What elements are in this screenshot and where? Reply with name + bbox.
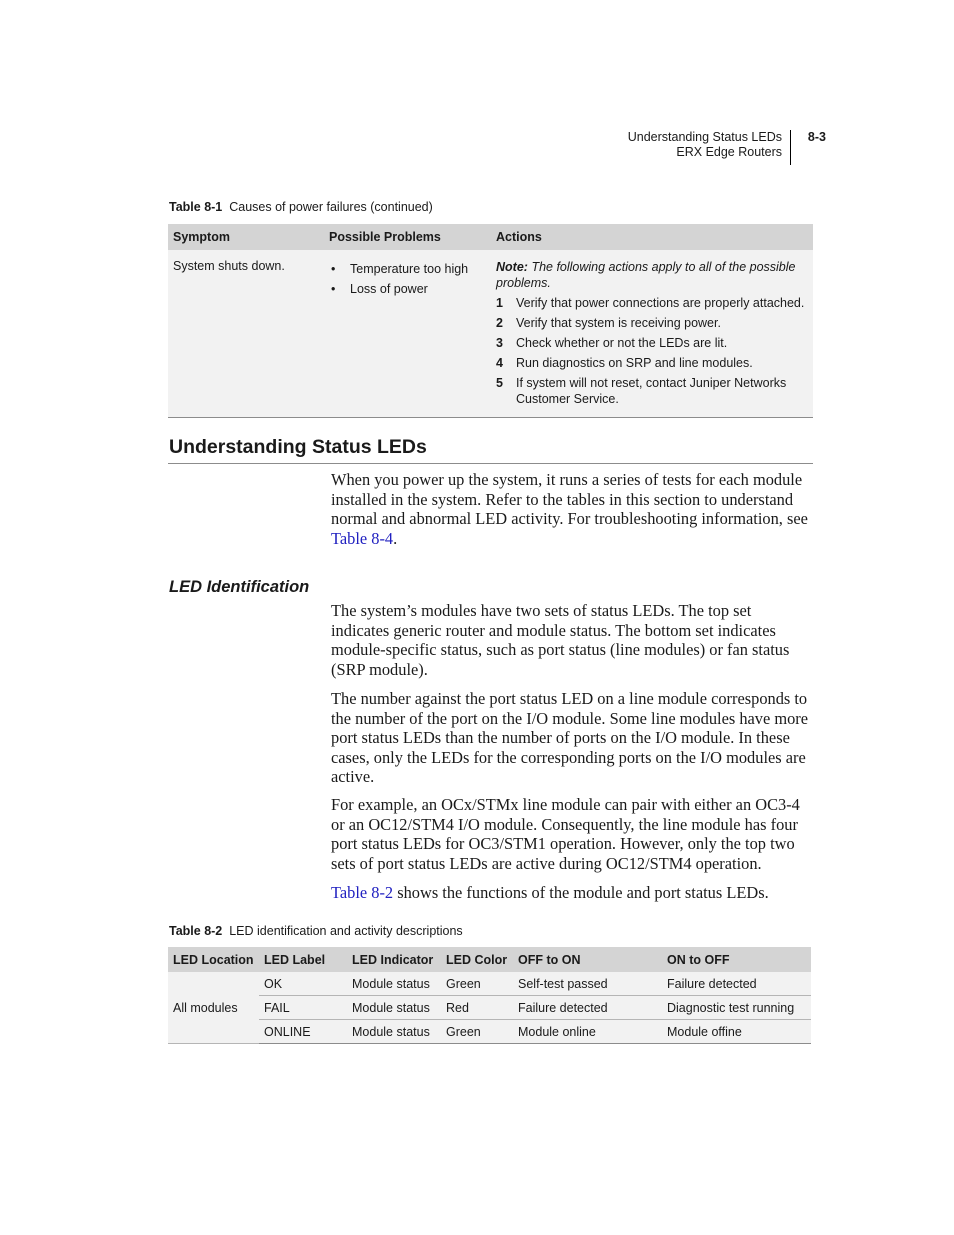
table1-caption-label: Table 8-1: [169, 200, 223, 214]
led-label-cell: FAIL: [259, 996, 347, 1020]
led-location-cell: All modules: [168, 972, 259, 1044]
col-led-color: LED Color: [441, 947, 513, 972]
table-header-row: [168, 224, 813, 250]
intro-text: When you power up the system, it runs a series of tests for each module installed in the system. Refer to the tables in this section to understand normal and abnormal LED activity. For troubleshooting information, see: [331, 470, 808, 528]
header-divider: [790, 130, 791, 165]
step-item: [496, 355, 808, 371]
off-to-on-cell: Failure detected: [513, 996, 662, 1020]
bullet: •: [331, 282, 336, 296]
step-number: 3: [496, 336, 503, 350]
table-row: [168, 250, 813, 418]
table-8-2-link[interactable]: Table 8-2: [331, 883, 394, 902]
table2-caption: [169, 924, 463, 938]
table2-caption-label: Table 8-2: [169, 924, 223, 938]
problem-text: Loss of power: [350, 282, 428, 296]
step-text: Check whether or not the LEDs are lit.: [516, 336, 728, 350]
step-item: [496, 315, 808, 331]
col-on-to-off: ON to OFF: [662, 947, 811, 972]
step-item: [496, 335, 808, 351]
step-number: 1: [496, 296, 503, 310]
bullet: •: [331, 262, 336, 276]
col-actions: Actions: [491, 224, 813, 250]
led-label-cell: OK: [259, 972, 347, 996]
step-text: Run diagnostics on SRP and line modules.: [516, 356, 753, 370]
step-item: [496, 375, 808, 407]
paragraph-4-text: shows the functions of the module and port status LEDs.: [393, 883, 769, 902]
led-color-cell: Red: [441, 996, 513, 1020]
on-to-off-cell: Failure detected: [662, 972, 811, 996]
table2-caption-text: LED identification and activity descriptions: [229, 924, 463, 938]
power-failures-table: [168, 224, 813, 418]
paragraph-2: The number against the port status LED on a line module corresponds to the number of the port on the I/O module. Some line modules have more port status LEDs than the number of ports on the I/O module. In these cases, only the LEDs for the corresponding ports on the I/O modules are active.: [331, 689, 809, 786]
led-indicator-cell: Module status: [347, 996, 441, 1020]
col-led-indicator: LED Indicator: [347, 947, 441, 972]
paragraph-3: For example, an OCx/STMx line module can pair with either an OC3-4 or an OC12/STM4 I/O module. Consequently, the line module has four port status LEDs for OC3/STM1 operation. However, only the top two sets of port status LEDs are active during OC12/STM4 operation.: [331, 795, 800, 873]
on-to-off-cell: Diagnostic test running: [662, 996, 811, 1020]
on-to-off-cell: Module offine: [662, 1020, 811, 1044]
note: [496, 259, 808, 291]
table-row: [168, 996, 811, 1020]
paragraph-1: The system’s modules have two sets of status LEDs. The top set indicates generic router and module status. The bottom set indicates module-specific status, such as port status (line modules) or fan status (SRP module).: [331, 601, 790, 679]
table-row: [168, 1020, 811, 1044]
step-number: 5: [496, 376, 503, 390]
section-title: Understanding Status LEDs: [169, 436, 427, 458]
col-possible-problems: Possible Problems: [324, 224, 491, 250]
col-led-label: LED Label: [259, 947, 347, 972]
header-product: ERX Edge Routers: [676, 145, 782, 159]
table-row: [168, 972, 811, 996]
table1-caption-text: Causes of power failures (continued): [229, 200, 433, 214]
step-number: 4: [496, 356, 503, 370]
note-text: The following actions apply to all of the possible problems.: [496, 260, 796, 290]
actions-cell: [491, 250, 813, 418]
step-item: [496, 295, 808, 311]
page-number: 8-3: [807, 130, 826, 144]
led-indicator-cell: Module status: [347, 972, 441, 996]
paragraph-4: [331, 883, 813, 903]
col-off-to-on: OFF to ON: [513, 947, 662, 972]
step-text: Verify that system is receiving power.: [516, 316, 721, 330]
problems-cell: [324, 250, 491, 418]
step-number: 2: [496, 316, 503, 330]
table1-caption: [169, 200, 433, 214]
problem-text: Temperature too high: [350, 262, 469, 276]
step-text: If system will not reset, contact Juniper Networks Customer Service.: [516, 376, 787, 406]
list-item: [329, 259, 486, 279]
symptom-cell: System shuts down.: [168, 250, 324, 418]
led-label-cell: ONLINE: [259, 1020, 347, 1044]
intro-paragraph: [331, 470, 813, 548]
led-indicator-cell: Module status: [347, 1020, 441, 1044]
note-label: Note:: [496, 260, 528, 274]
col-symptom: Symptom: [168, 224, 324, 250]
subsection-title: LED Identification: [169, 578, 310, 596]
list-item: [329, 279, 486, 299]
led-color-cell: Green: [441, 972, 513, 996]
table-header-row: [168, 947, 811, 972]
table-8-4-link[interactable]: Table 8-4: [331, 528, 394, 548]
off-to-on-cell: Module online: [513, 1020, 662, 1044]
led-identification-table: [168, 947, 811, 1044]
off-to-on-cell: Self-test passed: [513, 972, 662, 996]
col-led-location: LED Location: [168, 947, 259, 972]
step-text: Verify that power connections are properly attached.: [516, 296, 805, 310]
intro-end: .: [393, 528, 398, 548]
header-titles: [628, 130, 782, 160]
led-color-cell: Green: [441, 1020, 513, 1044]
header-section: Understanding Status LEDs: [627, 130, 782, 144]
section-rule: [168, 463, 813, 464]
